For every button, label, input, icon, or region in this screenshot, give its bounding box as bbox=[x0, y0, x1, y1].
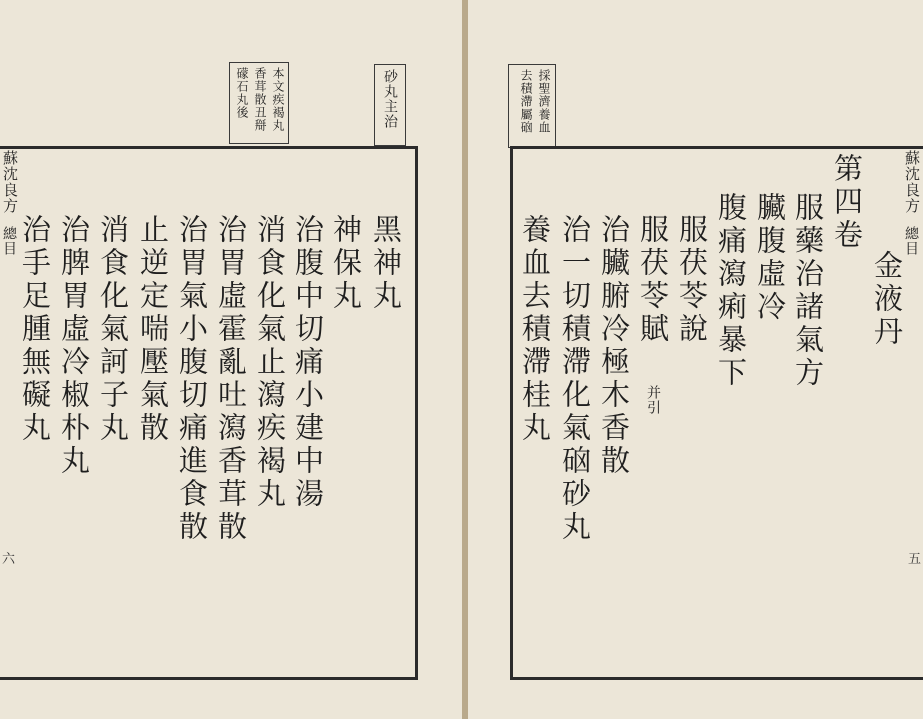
left-page-number: 六 bbox=[2, 552, 16, 567]
header-note-2: 去積滯屬硇 bbox=[519, 69, 533, 134]
left-margin-title: 蘇沈良方 bbox=[1, 150, 19, 214]
left-col-8: 消食化氣訶子丸 bbox=[96, 214, 130, 445]
right-col-3: 服藥治諸氣方 bbox=[791, 192, 825, 390]
header-label-box bbox=[374, 64, 406, 146]
header-note-1: 採聖濟養血 bbox=[537, 69, 551, 134]
left-col-2: 神保丸 bbox=[329, 214, 363, 313]
left-margin-section: 總目 bbox=[1, 226, 17, 256]
right-col-4: 臟腹虛冷 bbox=[753, 192, 787, 324]
header-note-box bbox=[508, 64, 556, 148]
header-note-2: 香茸散丑搿 bbox=[253, 67, 267, 132]
right-page-number: 五 bbox=[908, 552, 922, 567]
left-col-10: 治手足腫無礙丸 bbox=[18, 214, 52, 445]
left-col-7: 止逆定喘壓氣散 bbox=[136, 214, 170, 445]
right-col-1: 金液丹 bbox=[870, 250, 904, 349]
left-col-4: 治腹中切痛小建中湯 bbox=[291, 214, 325, 511]
right-page bbox=[468, 0, 923, 719]
annotation-note: 并引 bbox=[645, 385, 661, 415]
left-col-9: 治脾胃虛冷椒朴丸 bbox=[57, 214, 91, 478]
left-col-3: 消食化氣止瀉疾褐丸 bbox=[253, 214, 287, 511]
right-margin-section: 總目 bbox=[903, 226, 919, 256]
left-col-6: 治胃氣小腹切痛進食散 bbox=[175, 214, 209, 544]
header-label: 砂丸主治 bbox=[382, 69, 398, 129]
right-col-6: 服茯苓說 bbox=[675, 214, 709, 346]
right-col-10: 養血去積滯桂丸 bbox=[518, 214, 552, 445]
left-col-1: 黑神丸 bbox=[369, 214, 403, 313]
right-margin-title: 蘇沈良方 bbox=[903, 150, 921, 214]
right-col-2: 第四卷 bbox=[830, 153, 864, 252]
right-col-5: 腹痛瀉痢暴下 bbox=[714, 192, 748, 390]
left-col-5: 治胃虛霍亂吐瀉香茸散 bbox=[214, 214, 248, 544]
header-note-box bbox=[229, 62, 289, 144]
right-col-9: 治一切積滯化氣硇砂丸 bbox=[558, 214, 592, 544]
header-note-1: 本文疾褐丸 bbox=[271, 67, 285, 132]
header-note-3: 礞石丸後 bbox=[235, 67, 249, 119]
right-col-7: 服茯苓賦 bbox=[636, 214, 670, 346]
right-col-8: 治臟腑冷極木香散 bbox=[597, 214, 631, 478]
